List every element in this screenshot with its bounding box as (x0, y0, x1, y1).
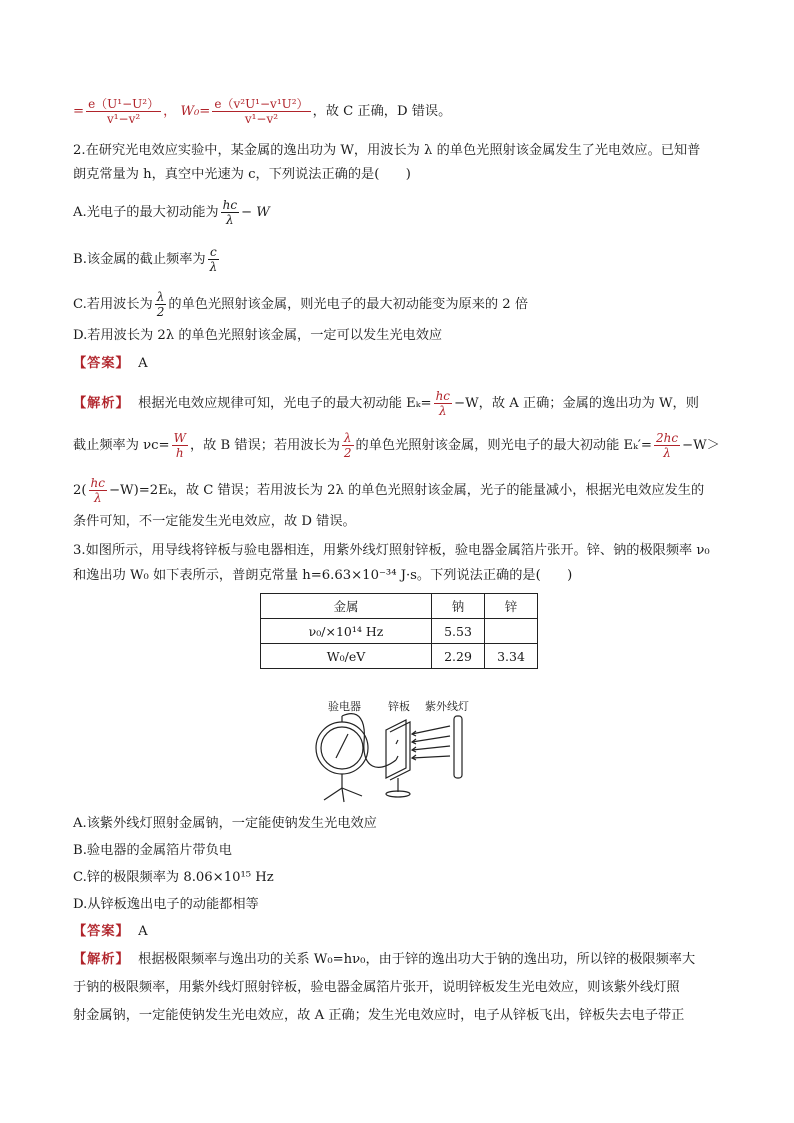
frequency-table (260, 593, 538, 669)
table-header-row: 金属 钠 锌 (261, 594, 538, 619)
label-zinc-plate: 锌板 (388, 700, 410, 713)
conclusion-text: ，故 C 正确，D 错误。 (312, 104, 452, 119)
label-uv-lamp: 紫外线灯 (425, 700, 469, 713)
q2-option-d: D.若用波长为 2λ 的单色光照射该金属，一定可以发生光电效应 (73, 328, 443, 343)
label-electroscope: 验电器 (328, 700, 361, 713)
q3-analysis-line-2: 于钠的极限频率，用紫外线灯照射锌板，验电器金属箔片张开，说明锌板发生光电效应，则该紫外线灯照 (73, 980, 680, 995)
q2-answer: 【答案】 A (73, 356, 148, 371)
q3-option-d: D.从锌板逸出电子的动能都相等 (73, 897, 259, 912)
electroscope-inner (321, 727, 363, 769)
q3-stem-line-1: 3.如图所示，用导线将锌板与验电器相连，用紫外线灯照射锌板，验电器金属箔片张开。锌、钠的极限频率 ν₀ (73, 543, 710, 558)
uv-lamp-tube (454, 716, 462, 778)
top-formula-line: = $\frac{\text{e（U¹−U²）}}{\text{v¹−v²}}$ ， W₀= $\frac{\text{e（v²U¹−v¹U²）}}{\text{v¹−v²}}$ ，故 C 正确，D 错误。 (73, 97, 452, 126)
q3-option-b: B.验电器的金属箔片带负电 (73, 843, 232, 858)
q2-analysis-line-1: 【解析】 根据光电效应规律可知，光电子的最大初动能 Eₖ= $\frac{hc}{\lambda}$ −W，故 A 正确；金属的逸出功为 W，则 (73, 389, 699, 418)
table-row: ν₀/×10¹⁴ Hz 5.53 (261, 619, 538, 644)
electroscope-leaf (336, 734, 348, 758)
w0-label: W₀= (180, 104, 211, 119)
q3-stem-line-2: 和逸出功 W₀ 如下表所示，普朗克常量 h=6.63×10⁻³⁴ J·s。下列说法正确的是( ) (73, 568, 573, 583)
q3-option-c: C.锌的极限频率为 8.06×10¹⁵ Hz (73, 870, 274, 885)
connecting-wire (342, 714, 396, 768)
q3-analysis-line-3: 射金属钠，一定能使钠发生光电效应，故 A 正确；发生光电效应时，电子从锌板飞出，锌板失去电子带正 (73, 1008, 685, 1023)
equals-sign: = (73, 104, 85, 119)
q2-stem-line-1: 2.在研究光电效应实验中，某金属的逸出功为 W，用波长为 λ 的单色光照射该金属发生了光电效应。已知普 (73, 143, 701, 158)
q2-option-c: C.若用波长为 $\frac{\lambda}{2}$ 的单色光照射该金属，则光电子的最大初动能变为原来的 2 倍 (73, 290, 529, 319)
fraction-1: $\frac{\text{e（U¹−U²）}}{\text{v¹−v²}}$ (88, 97, 160, 126)
fraction-2: $\frac{\text{e（v²U¹−v¹U²）}}{\text{v¹−v²}}$ (214, 97, 309, 126)
q2-option-b: B.该金属的截止频率为 $\frac{c}{\lambda}$ (73, 245, 218, 274)
q2-analysis-line-2: 截止频率为 νc= $\frac{W}{h}$ ，故 B 错误；若用波长为 $\frac{\lambda}{2}$ 的单色光照射该金属，则光电子的最大初动能 Eₖ′= $\frac{2hc}{\lambda}$ −W＞ (73, 431, 720, 460)
table-row: W₀/eV 2.29 3.34 (261, 644, 538, 669)
q2-stem-line-2: 朗克常量为 h，真空中光速为 c，下列说法正确的是( ) (73, 167, 411, 182)
q2-analysis-line-4: 条件可知，不一定能发生光电效应，故 D 错误。 (73, 514, 356, 529)
q3-analysis-line-1: 【解析】 根据极限频率与逸出功的关系 W₀=hν₀，由于锌的逸出功大于钠的逸出功，所以锌的极限频率大 (73, 952, 696, 967)
q2-option-a: A.光电子的最大初动能为 $\frac{hc}{\lambda}$ − W (73, 198, 270, 227)
q3-option-a: A.该紫外线灯照射金属钠，一定能使钠发生光电效应 (73, 816, 377, 831)
q2-analysis-line-3: 2( $\frac{hc}{\lambda}$ −W)=2Eₖ，故 C 错误；若用波长为 2λ 的单色光照射该金属，光子的能量减小，根据光电效应发生的 (73, 476, 705, 505)
q3-answer: 【答案】 A (73, 924, 148, 939)
electroscope-case (316, 722, 368, 774)
experiment-figure (300, 712, 500, 804)
